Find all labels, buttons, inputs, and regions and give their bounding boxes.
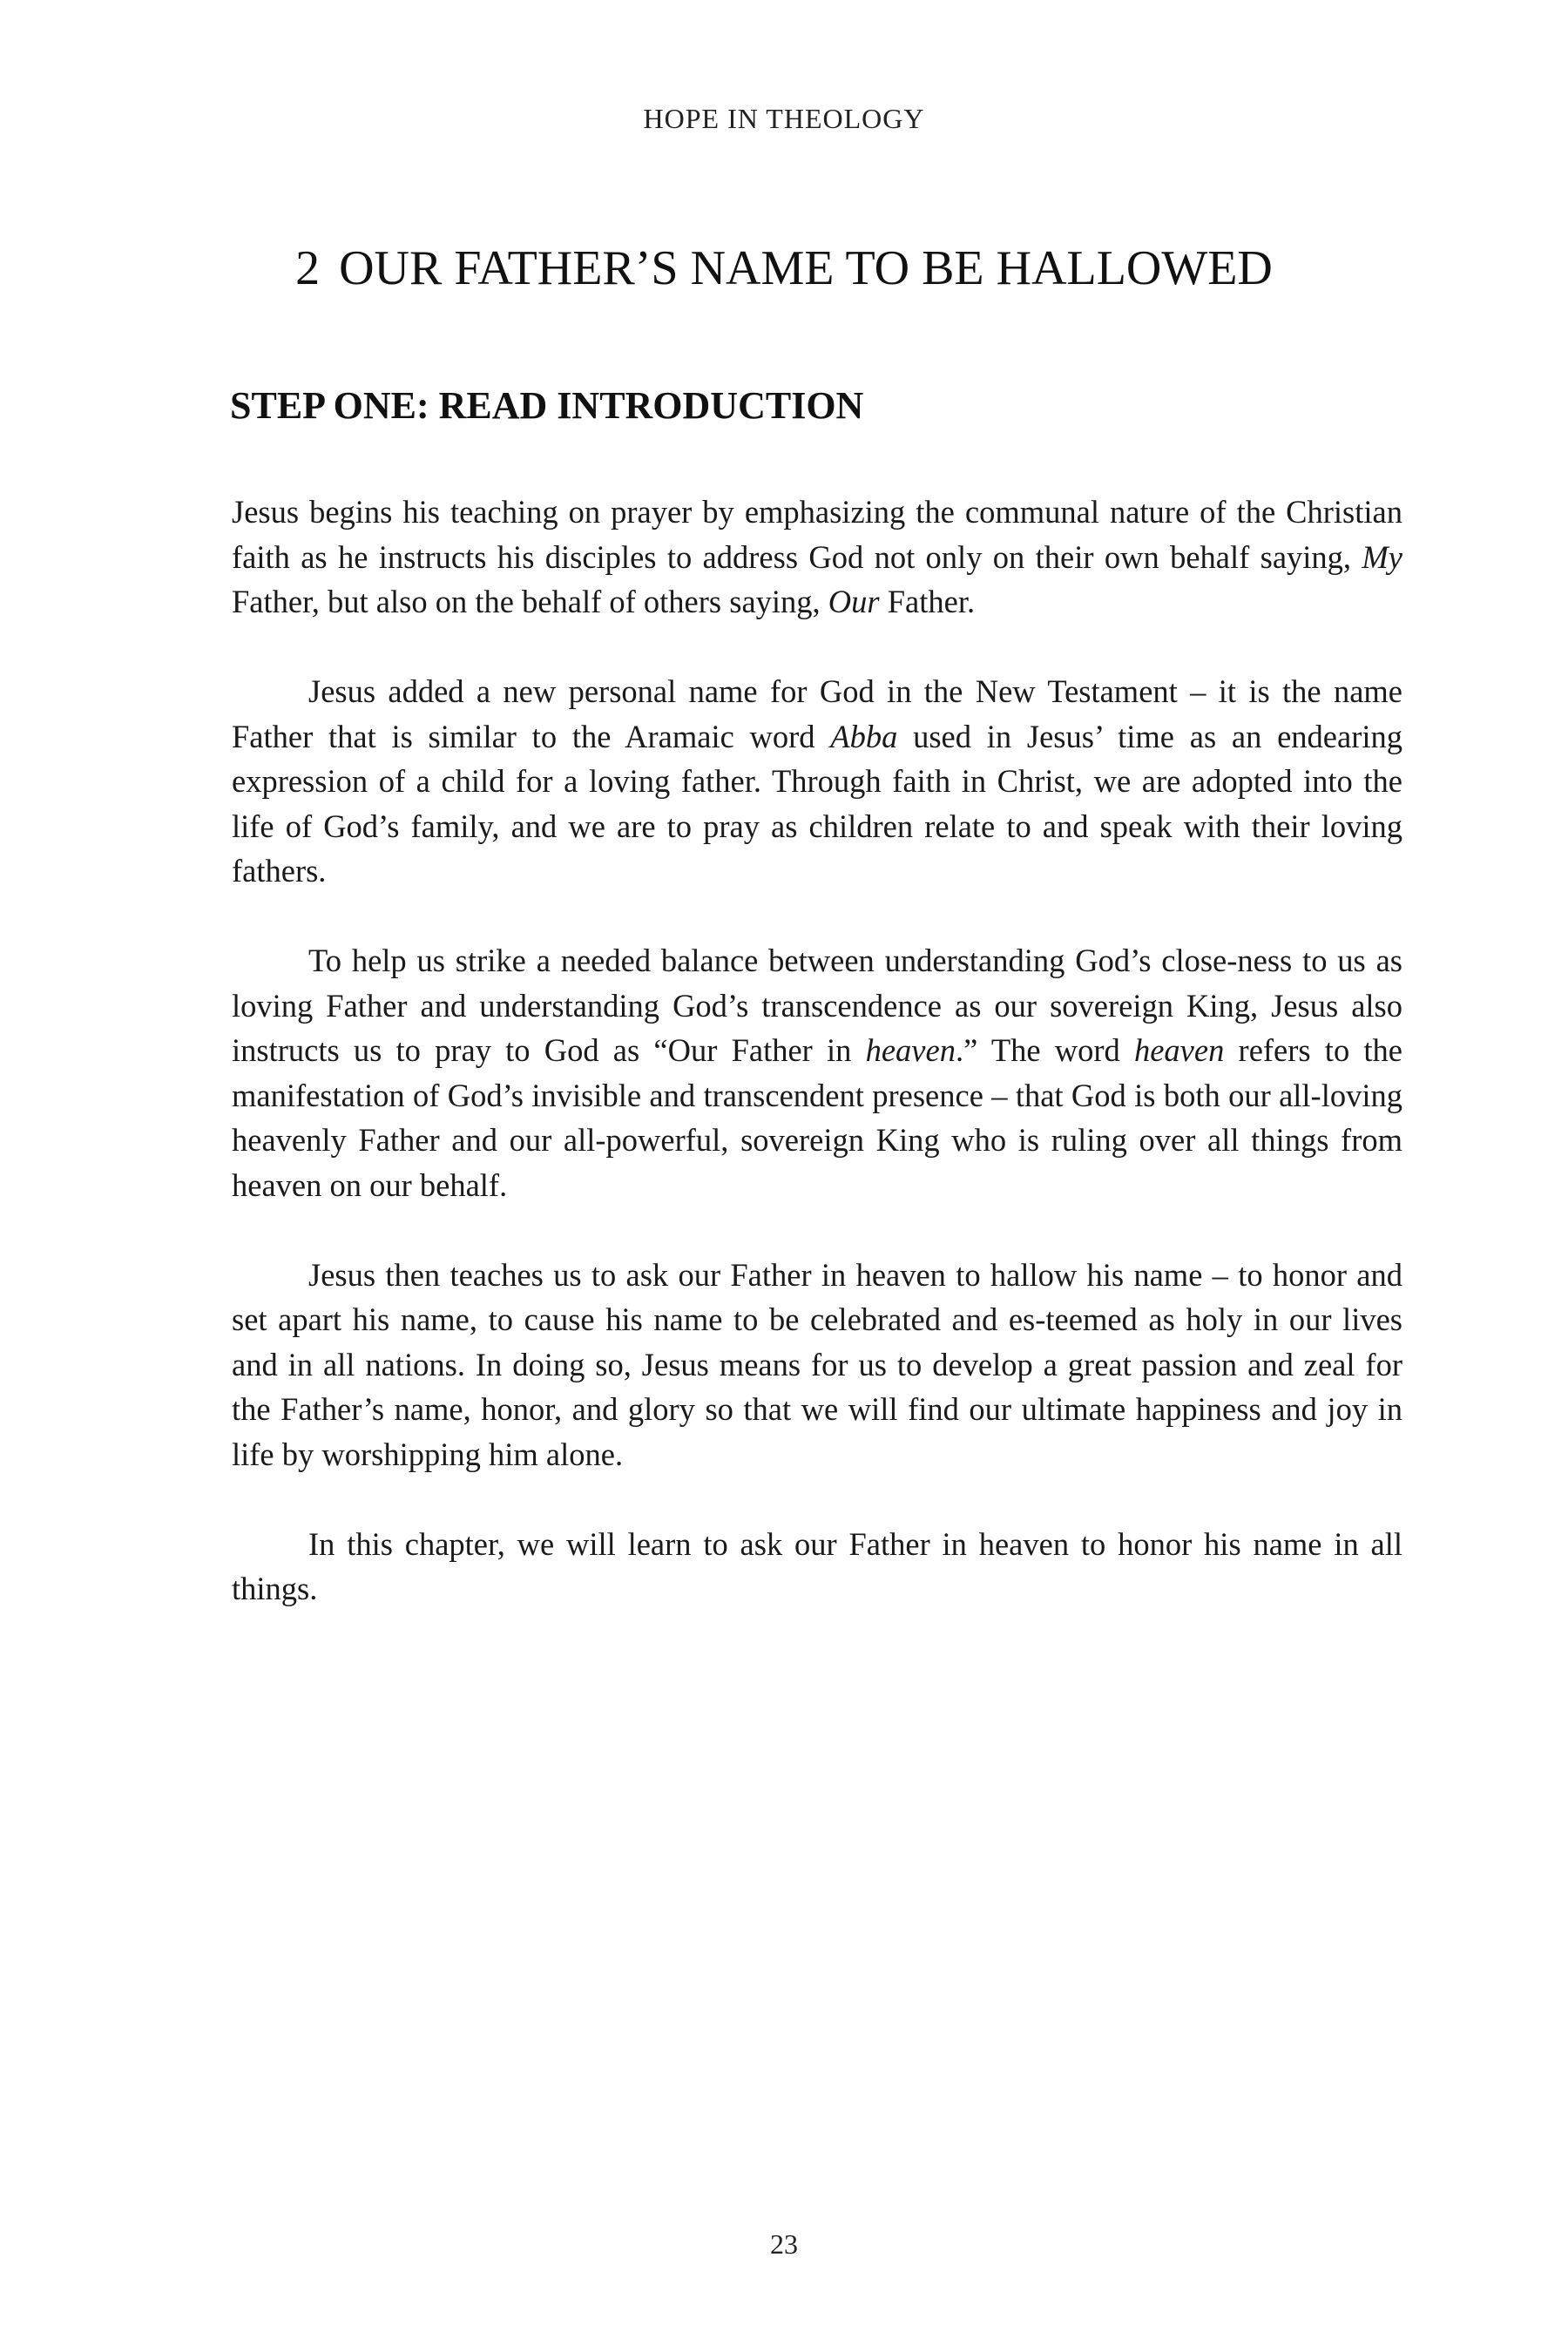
emphasis-text: Abba <box>830 718 898 754</box>
emphasis-text: heaven <box>1133 1032 1225 1068</box>
chapter-title <box>0 240 1568 296</box>
text-run: refers to the manifestation of God’s invisible and transcendent presence – that God is both our all-loving heavenly Father and our all-powerful, sovereign King who is ruling over all things from heaven on our behalf. <box>232 1032 1402 1203</box>
running-head: HOPE IN THEOLOGY <box>643 103 925 134</box>
text-run: Father. <box>879 584 976 619</box>
text-run: Jesus begins his teaching on prayer by emphasizing the communal nature of the Christian faith as he instructs his disciples to address God not only on their own behalf saying, <box>232 494 1402 575</box>
paragraph-5: In this chapter, we will learn to ask our Father in heaven to honor his name in all things. <box>232 1525 1402 1606</box>
paragraph-2 <box>232 669 1402 894</box>
chapter-number: 2 <box>295 241 321 295</box>
paragraph-3 <box>232 938 1402 1207</box>
body-text <box>232 490 1402 1656</box>
text-run: Jesus added a new personal name for God in the New Testament – it is the name Father that is similar to the Aramaic word <box>232 673 1402 754</box>
section-heading: STEP ONE: READ INTRODUCTION <box>230 384 864 427</box>
emphasis-text: heaven <box>865 1032 956 1068</box>
chapter-title-text: OUR FATHER’S NAME TO BE HALLOWED <box>339 241 1273 295</box>
emphasis-text: Our <box>828 584 880 619</box>
page-number: 23 <box>770 2228 798 2260</box>
emphasis-text: My <box>1362 538 1402 575</box>
paragraph-1 <box>232 490 1402 625</box>
text-run: used in Jesus’ time as an endearing expression of a child for a loving father. Through faith in Christ, we are adopted into the life of God’s family, and we are to pray as children relate to and speak with their loving fathers. <box>232 718 1402 889</box>
text-run: .” The word <box>955 1032 1134 1068</box>
text-run: Father, but also on the behalf of others saying, <box>232 584 828 619</box>
text-run: To help us strike a needed balance between understanding God’s close-ness to us as loving Father and understanding God’s transcendence as our sovereign King, Jesus also instructs us to pray to God as “Our Father in <box>232 943 1402 1068</box>
paragraph-4: Jesus then teaches us to ask our Father in heaven to hallow his name – to honor and set apart his name, to cause his name to be celebrated and es-teemed as holy in our lives and in all nations. In doing so, Jesus means for us to develop a great passion and zeal for the Father’s name, honor, and glory so that we will find our ultimate happiness and joy in life by worshipping him alone. <box>232 1256 1402 1472</box>
